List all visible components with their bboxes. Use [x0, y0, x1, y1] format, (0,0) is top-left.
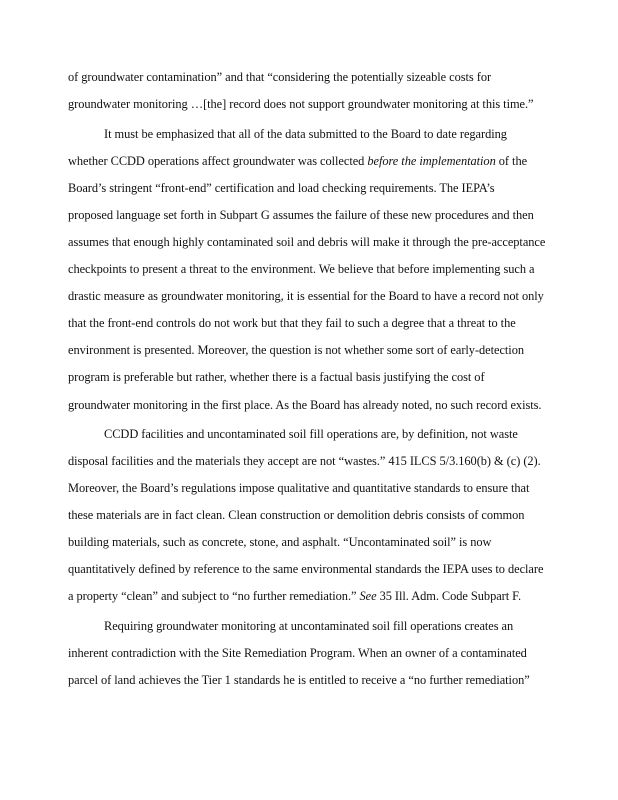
text-line: Board’s stringent “front-end” certification and load checking requirements. The IEPA’s: [68, 181, 495, 195]
text-run: whether CCDD operations affect groundwater was collected: [68, 154, 368, 168]
text-line: inherent contradiction with the Site Remediation Program. When an owner of a contaminated: [68, 646, 527, 660]
text-line: building materials, such as concrete, stone, and asphalt. “Uncontaminated soil” is now: [68, 535, 492, 549]
text-line: [68, 153, 527, 169]
text-line: CCDD facilities and uncontaminated soil fill operations are, by definition, not waste: [104, 427, 518, 441]
text-line: drastic measure as groundwater monitoring, it is essential for the Board to have a record not only: [68, 289, 544, 303]
text-line: disposal facilities and the materials they accept are not “wastes.” 415 ILCS 5/3.160(b) & (c) (2).: [68, 454, 541, 468]
text-line: that the front-end controls do not work but that they fail to such a degree that a threat to the: [68, 316, 516, 330]
text-line: checkpoints to present a threat to the environment. We believe that before implementing such a: [68, 262, 535, 276]
text-line: program is preferable but rather, whether there is a factual basis justifying the cost of: [68, 370, 485, 384]
emphasized-text: before the implementation: [367, 154, 496, 168]
text-line: [68, 588, 521, 604]
text-line: parcel of land achieves the Tier 1 standards he is entitled to receive a “no further remediation”: [68, 673, 530, 687]
text-run: a property “clean” and subject to “no further remediation.”: [68, 589, 360, 603]
text-run: 35 Ill. Adm. Code Subpart F.: [376, 589, 522, 603]
text-line: quantitatively defined by reference to the same environmental standards the IEPA uses to declare: [68, 562, 544, 576]
text-line: assumes that enough highly contaminated soil and debris will make it through the pre-acceptance: [68, 235, 546, 249]
text-line: Moreover, the Board’s regulations impose qualitative and quantitative standards to ensure that: [68, 481, 530, 495]
text-line: groundwater monitoring in the first place. As the Board has already noted, no such record exists.: [68, 398, 542, 412]
text-line: environment is presented. Moreover, the question is not whether some sort of early-detection: [68, 343, 524, 357]
text-line: proposed language set forth in Subpart G assumes the failure of these new procedures and then: [68, 208, 534, 222]
text-line: groundwater monitoring …[the] record does not support groundwater monitoring at this time.”: [68, 97, 534, 111]
text-line: Requiring groundwater monitoring at uncontaminated soil fill operations creates an: [104, 619, 514, 633]
text-line: these materials are in fact clean. Clean construction or demolition debris consists of common: [68, 508, 525, 522]
text-line: It must be emphasized that all of the data submitted to the Board to date regarding: [104, 127, 507, 141]
text-line: of groundwater contamination” and that “considering the potentially sizeable costs for: [68, 70, 492, 84]
text-run: of the: [495, 154, 528, 168]
emphasized-text: See: [359, 589, 377, 603]
